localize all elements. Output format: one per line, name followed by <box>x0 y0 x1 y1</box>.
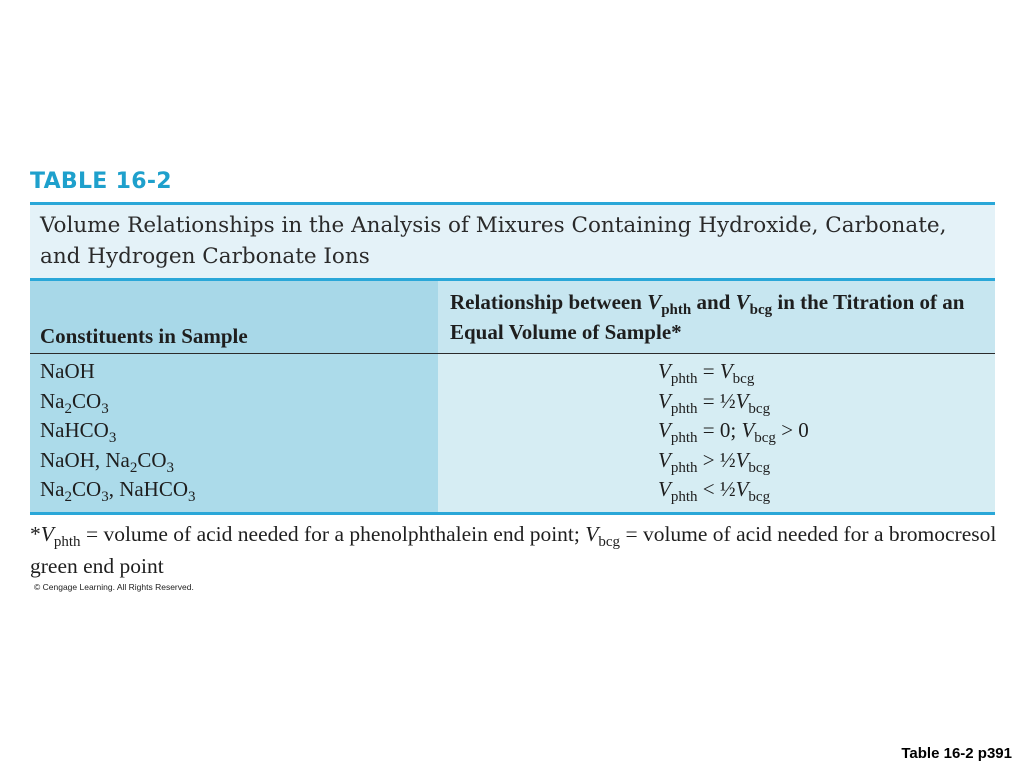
table-footnote <box>30 518 1005 582</box>
relationship-column <box>438 354 995 512</box>
subscript-bcg: bcg <box>748 459 771 476</box>
header-sub-bcg: bcg <box>749 302 773 318</box>
constituent-cell <box>40 475 428 505</box>
subscript-phth: phth <box>670 459 698 476</box>
formula-part: CO <box>72 477 102 501</box>
formula-part: Na <box>40 477 65 501</box>
table <box>30 202 995 515</box>
header-sub-phth: phth <box>661 302 692 318</box>
formula-subscript: 3 <box>101 400 109 417</box>
header-text-3: in the Titration of an Equal Volume of Sample* <box>450 290 965 344</box>
table-header-row <box>30 281 995 354</box>
formula-subscript: 3 <box>101 489 109 505</box>
subscript-bcg: bcg <box>732 371 755 387</box>
v-symbol: V <box>658 388 671 413</box>
v-symbol: V <box>741 418 755 442</box>
subscript-phth: phth <box>670 371 698 387</box>
tail: > 0 <box>775 418 809 442</box>
constituent-cell <box>40 416 428 446</box>
relationship-cell <box>658 387 995 417</box>
relationship-cell <box>658 416 995 446</box>
table-body <box>30 354 995 515</box>
operator: > ½ <box>697 447 736 472</box>
formula-part: CO <box>137 447 167 472</box>
operator: = ½ <box>697 388 736 413</box>
header-constituents <box>30 281 438 353</box>
formula-part: NaOH, Na <box>40 447 130 472</box>
footnote-text-2: = volume of acid needed for a bromocresol green end point <box>30 522 997 578</box>
v-symbol: V <box>735 447 749 472</box>
v-symbol: V <box>658 418 671 442</box>
subscript-phth: phth <box>670 400 698 417</box>
subscript-phth: phth <box>670 489 698 505</box>
constituents-column <box>30 354 438 512</box>
copyright-notice: © Cengage Learning. All Rights Reserved. <box>34 582 194 592</box>
v-symbol: V <box>719 359 733 383</box>
relationship-cell <box>658 475 995 505</box>
table-title: Volume Relationships in the Analysis of Mixures Containing Hydroxide, Carbonate, and Hydrogen Carbonate Ions <box>30 205 995 281</box>
footnote-sub-bcg: bcg <box>598 534 621 550</box>
header-relationship <box>438 281 995 353</box>
formula-part: NaOH <box>40 359 95 383</box>
header-text-2: and <box>691 290 736 314</box>
formula-subscript: 2 <box>129 459 138 476</box>
formula-subscript: 3 <box>108 430 117 446</box>
v-symbol: V <box>658 477 671 501</box>
constituent-cell <box>40 387 428 417</box>
footnote-star: * <box>30 522 41 546</box>
relationship-cell <box>658 357 995 387</box>
header-constituents-label: Constituents in Sample <box>40 324 248 348</box>
formula-part: Na <box>40 388 65 413</box>
footnote-v-phth: V <box>40 522 54 546</box>
footnote-text-1: = volume of acid needed for a phenolphthalein end point; <box>80 522 586 546</box>
v-symbol: V <box>735 388 749 413</box>
formula-part: NaHCO <box>40 418 109 442</box>
v-symbol: V <box>658 359 671 383</box>
formula-subscript: 3 <box>166 459 174 476</box>
subscript-phth: phth <box>670 430 698 446</box>
formula-part: , NaHCO <box>108 477 189 501</box>
constituent-cell <box>40 357 428 387</box>
formula-part: CO <box>72 388 102 413</box>
formula-subscript: 2 <box>64 400 72 417</box>
subscript-bcg: bcg <box>748 489 771 505</box>
subscript-bcg: bcg <box>754 430 776 446</box>
operator: < ½ <box>697 477 736 501</box>
constituent-cell <box>40 446 428 476</box>
operator: = 0; <box>697 418 742 442</box>
table-label: TABLE 16-2 <box>30 169 172 194</box>
footnote-sub-phth: phth <box>53 534 81 550</box>
v-symbol: V <box>658 447 671 472</box>
operator: = <box>697 359 720 383</box>
header-v-phth: V <box>647 290 662 314</box>
formula-subscript: 3 <box>188 489 196 505</box>
subscript-bcg: bcg <box>748 400 771 417</box>
header-v-bcg: V <box>735 290 750 314</box>
page-reference: Table 16-2 p391 <box>901 745 1012 762</box>
header-text-1: Relationship between <box>450 290 648 314</box>
footnote-v-bcg: V <box>585 522 599 546</box>
formula-subscript: 2 <box>64 489 72 505</box>
relationship-cell <box>658 446 995 476</box>
v-symbol: V <box>735 477 749 501</box>
